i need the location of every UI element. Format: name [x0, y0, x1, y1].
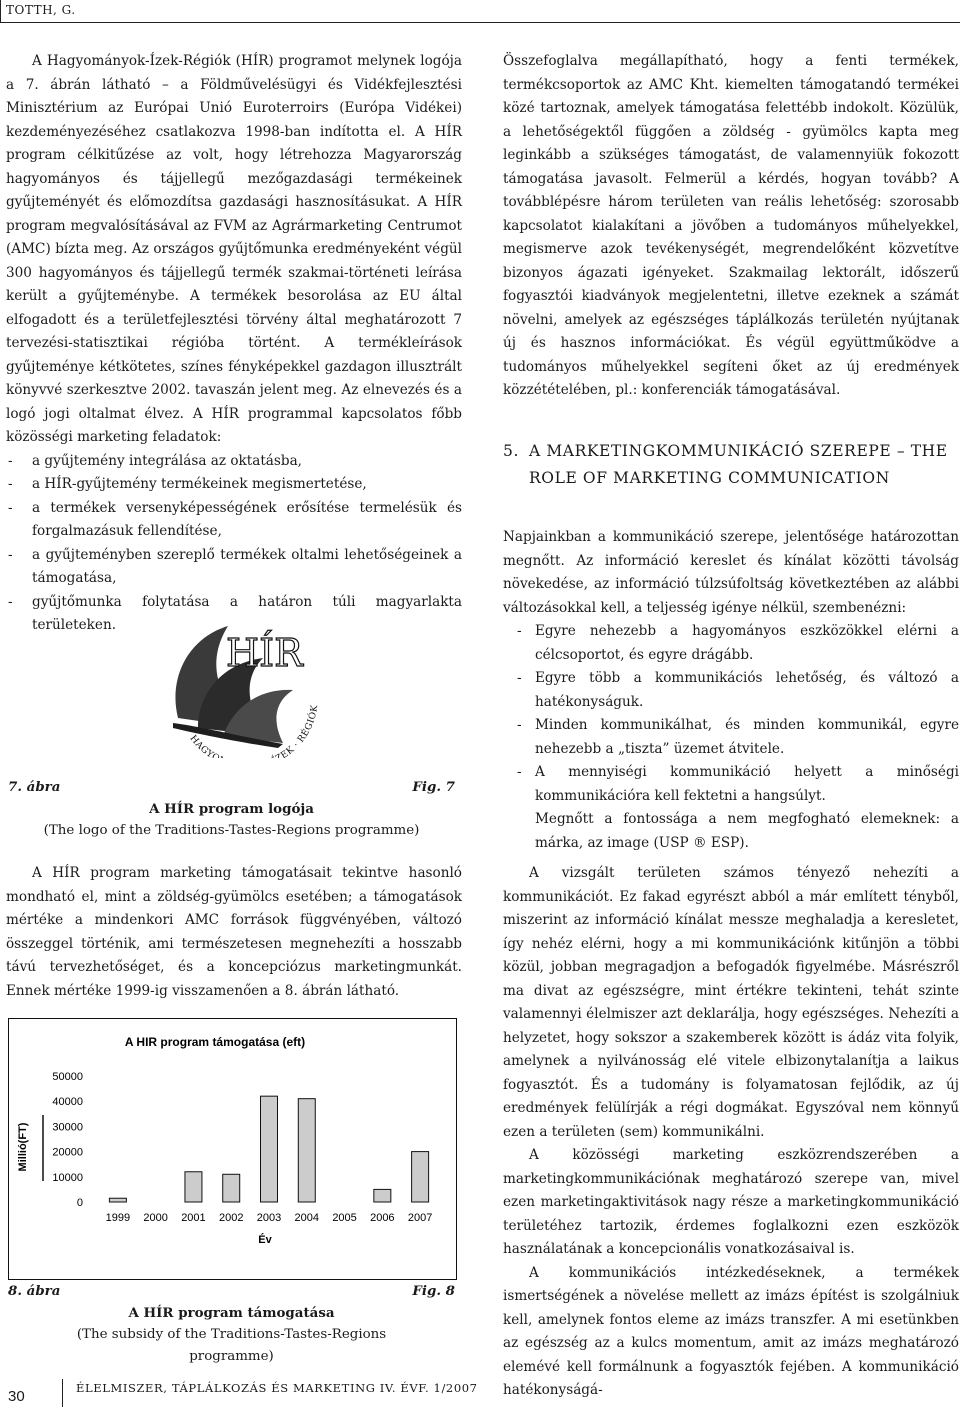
x-tick-label: 2004: [294, 1212, 320, 1224]
x-tick-label: 2000: [143, 1212, 168, 1224]
page-footer: [0, 1376, 960, 1409]
chart-bar: [261, 1096, 278, 1202]
logo-ring-text: HAGY EK · RÉGIÓK: [187, 704, 321, 758]
figure-title: A HÍR program támogatása: [128, 1305, 335, 1321]
right-column-top: [503, 50, 959, 403]
x-tick-label: 2002: [218, 1212, 244, 1224]
list-item: - a gyűjteményben szereplő termékek oltalmi lehetőségeinek a támogatása,: [6, 544, 462, 591]
list-item: - Egyre több a kommunikációs lehetőség, és változó a hatékonyságuk.: [503, 667, 959, 714]
x-tick-label: 2006: [370, 1212, 395, 1224]
section-number: 5.: [503, 442, 519, 460]
chart-bar: [185, 1172, 202, 1202]
intro-paragraph: A Hagyományok-Ízek-Régiók (HÍR) programot melynek logója a 7. ábrán látható – a Földművelésügyi és Vidékfejlesztési Minisztérium az Európai Unió Euroterroirs (Európa Vidékei) kezdeményezéséhez csatlakozva 1998-ban indította el. A HÍR program célkitűzése az volt, hogy létrehozza Magyarország hagyományos és tájjellegű mezőgazdasági termékeinek gyűjteményét és előmozdítsa gazdasági hasznosításukat. A HÍR program megvalósításával az FVM az Agrármarketing Centrumot (AMC) bízta meg. Az országos gyűjtőmunka eredményeként végül 300 hagyományos és tájjellegű termék szakmai-történeti leírása került a gyűjteménybe. A termékek besorolása az EU által elfogadott és a területfejlesztési törvény által meghatározott 7 tervezési-statisztikai régióba történt. A termékleírások gyűjteménye kétkötetes, színes fényképekkel gazdagon illusztrált könyvvé szerkesztve 2002. tavaszán jelent meg. Az elnevezés és a logó jogi oltalmat élvez. A HÍR programmal kapcsolatos főbb közösségi marketing feladatok:: [6, 53, 462, 445]
figure-subtitle: (The logo of the Traditions-Tastes-Regions programme): [43, 823, 420, 838]
header-rule: [0, 22, 960, 23]
section-title-line-1: A MARKETINGKOMMUNIKÁCIÓ SZEREPE – THE: [529, 442, 948, 460]
x-tick-label: 2001: [181, 1212, 206, 1224]
running-head: TOTTH, G.: [6, 3, 76, 17]
section-heading: [503, 438, 959, 492]
journal-title: ÉLELMISZER, TÁPLÁLKOZÁS ÉS MARKETING IV. ÉVF. 1/2007: [76, 1381, 478, 1395]
list-item: - a HÍR-gyűjtemény termékeinek megismertetése,: [6, 473, 462, 497]
left-column-bottom: [6, 862, 462, 1003]
chart-y-axis-label: Millió(FT): [17, 1122, 29, 1172]
y-tick-label: 0: [76, 1197, 83, 1209]
chart-bar: [109, 1198, 126, 1202]
x-tick-label: 2007: [407, 1212, 433, 1224]
figure-label-en: Fig. 8: [412, 1283, 455, 1299]
changes-tail: Megnőtt a fontossága a nem megfogható elemeknek: a márka, az image (USP ® ESP).: [535, 811, 959, 851]
figure-subtitle-line-1: (The subsidy of the Traditions-Tastes-Regions: [76, 1327, 387, 1342]
chart-svg: [9, 1019, 456, 1279]
changes-list: [503, 620, 959, 808]
y-tick-label: 40000: [52, 1096, 83, 1109]
list-item: - A mennyiségi kommunikáció helyett a minőségi kommunikációra kell fektetni a hangsúlyt.: [503, 761, 959, 808]
right-column-body: [503, 526, 959, 855]
x-tick-label: 2005: [332, 1212, 357, 1224]
list-item: - a termékek versenyképességének erősítése termelésük és forgalmazásuk fellendítése,: [6, 497, 462, 544]
left-column-top: [6, 50, 462, 638]
chart-x-axis-label: Év: [258, 1234, 272, 1246]
communication-paragraph: Napjainkban a kommunikáció szerepe, jelentősége határozottan megnőtt. Az információ kereslet és kínálat közötti távolság növekedése, az információ túlzsúfoltság következtében az alábbi változásokkal kell, a teljesség igénye nélkül, szembenézni:: [503, 529, 959, 616]
page-number: 30: [8, 1388, 25, 1405]
chart-bar: [298, 1099, 315, 1202]
page-header: [0, 0, 960, 40]
marketing-tasks-list: [6, 450, 462, 638]
image-transfer-paragraph: A kommunikációs intézkedéseknek, a termékek ismertségének a növelése mellett az imázs építést is szolgálniuk kell, amelynek fontos eleme az imázs transzfer. A mi esetünkben az egészség az a kulcs momentum, amit az imázs meghatározó elemévé kell formálnunk a fogyasztók fejében. A kommunikáció hatékonyságá-: [503, 1264, 959, 1398]
logo-wordmark: HÍR: [226, 631, 303, 675]
figure-8-caption: [8, 1280, 455, 1368]
x-tick-label: 2003: [256, 1212, 282, 1224]
community-marketing-paragraph: A közösségi marketing eszközrendszerében a marketingkommunikációnak meghatározó szerepe van, mivel ezen marketingaktivitások nagy része a marketingkommunikáció területéhez tartozik, érdemes foglalkozni ezen eszközök használatának a koncepcionális vonatkozásaival is.: [503, 1147, 959, 1257]
hir-logo: [168, 618, 328, 758]
summary-paragraph: Összefoglalva megállapítható, hogy a fenti termékek, termékcsoportok az AMC Kht. kiemelten támogatandó termékei közé tartoznak, amelyek támogatása felettébb indokolt. Közülük, a lehetőségektől függően a zöldség - gyümölcs kapta meg leginkább a szükséges támogatást, de valamennyiük fokozott támogatása javasolt. Felmerül a kérdés, hogyan tovább? A továbblépésre három területen van reális lehetőség: szorosabb kapcsolatot kialakítani a jövőben a tudományos műhelyekkel, megismerve azok tevékenységét, megrendelőként közvetítve bizonyos ágazati igényeket. Szakmailag lektorált, időszerű fogyasztói kiadványok megjelentetni, illetve ezeknek a számát növelni, amelyek az egészséges táplálkozás területén nyújtanak új és hasznos információkat. És végül együttműködve a tudományos műhelyekkel segíteni őket az új eredmények közzétételében, pl.: konferenciák támogatásával.: [503, 53, 959, 398]
list-item: - Egyre nehezebb a hagyományos eszközökkel elérni a célcsoportot, és egyre drágább.: [503, 620, 959, 667]
y-tick-label: 20000: [52, 1146, 83, 1159]
y-tick-label: 50000: [52, 1071, 83, 1083]
difficulty-paragraph: A vizsgált területen számos tényező nehezíti a kommunikációt. Ez fakad egyrészt abból a már említett tényből, miszerint az információ kínálat messze meghaladja a keresletet, így nehéz elérni, hogy a mi kommunikációnk kitűnjön a többi közül, jobban megragadjon a befogadók figyelmébe. Másrészről ma divat az egészségre, mint értékre tekinteni, tehát szinte valamennyi élelmiszer azt deklarálja, hogy egészséges. Nehezíti a helyzetet, hogy sokszor a szakemberek között is ádáz vita folyik, amelynek a nyilvánosság elé vitele elbizonytalanítja a laikus fogyasztót. És a tudomány is folyamatosan fejlődik, az új eredmények felülírják a régi dogmákat. Egyszóval nem könnyű ezen a területen (sem) kommunikálni.: [503, 865, 959, 1140]
figure-label-hu: 7. ábra: [8, 779, 61, 795]
chart-bar: [223, 1174, 240, 1202]
section-title-line-2: ROLE OF MARKETING COMMUNICATION: [529, 469, 890, 487]
figure-label-hu: 8. ábra: [8, 1283, 61, 1299]
y-tick-label: 10000: [52, 1171, 83, 1184]
figure-title: A HÍR program logója: [149, 801, 314, 817]
y-tick-label: 30000: [52, 1121, 83, 1134]
figure-7-caption: [8, 776, 455, 842]
list-item: - a gyűjtemény integrálása az oktatásba,: [6, 450, 462, 474]
chart-title: A HIR program támogatása (eft): [124, 1035, 306, 1049]
figure-label-en: Fig. 7: [412, 779, 455, 795]
list-item: - gyűjtőmunka folytatása a határon túli magyarlakta területeken.: [6, 591, 462, 638]
header-vertical-rule: [0, 0, 1, 22]
support-paragraph: A HÍR program marketing támogatásait tekintve hasonló mondható el, mint a zöldség-gyümölcs esetében; a támogatások mértéke a mindenkori AMC források függvényében, változó összeggel történik, ami természetesen megnehezíti a hosszabb távú tervezhetőséget, és a koncepciózus marketingmunkát. Ennek mértéke 1999-ig visszamenően a 8. ábrán látható.: [6, 865, 462, 999]
right-column-bottom: [503, 862, 959, 1403]
subsidy-chart: [8, 1018, 457, 1280]
figure-subtitle-line-2: programme): [189, 1349, 274, 1364]
x-tick-label: 1999: [105, 1212, 131, 1224]
list-item: - Minden kommunikálhat, és minden kommunikál, egyre nehezebb a „tiszta” üzemet átvitele.: [503, 714, 959, 761]
chart-bar: [374, 1189, 391, 1202]
chart-bar: [412, 1152, 429, 1202]
